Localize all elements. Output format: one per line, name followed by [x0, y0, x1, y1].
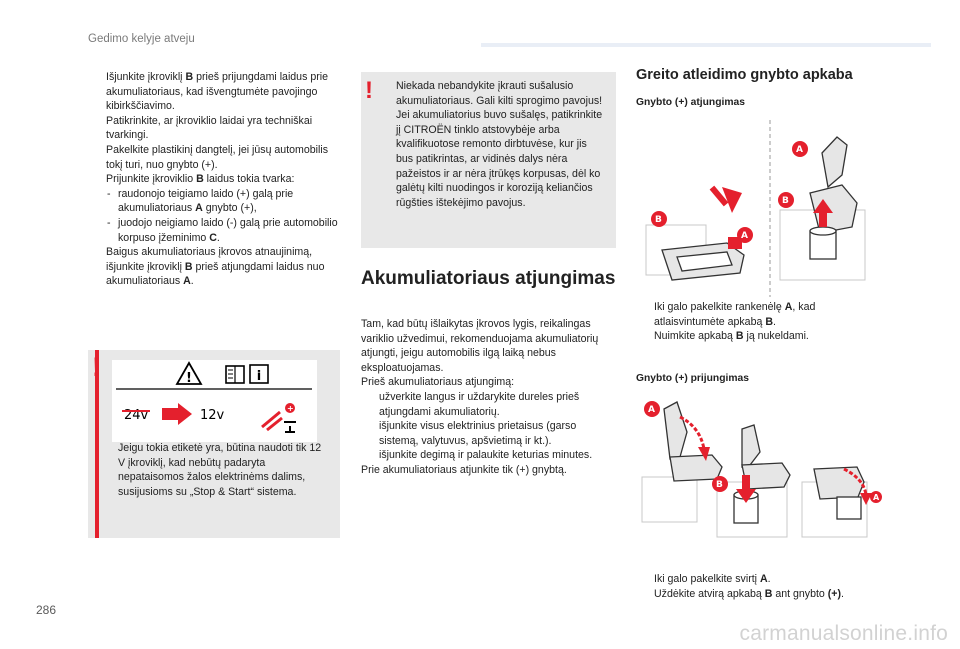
charger-clamps-icon: [262, 403, 296, 432]
list-item: išjunkite degimą ir palaukite keturias minutes.: [379, 449, 593, 462]
warning-icon: !: [92, 352, 101, 382]
clamp-section-title: Greito atleidimo gnybto apkaba: [636, 67, 853, 83]
connect-steps: [636, 572, 886, 601]
arrow-right-icon: [162, 403, 192, 425]
disconnect-steps: [636, 300, 886, 344]
svg-text:!: !: [186, 371, 192, 386]
outro-paragraph: Prie akumuliatoriaus atjunkite tik (+) gnybtą.: [361, 463, 567, 476]
svg-text:B: B: [782, 196, 789, 206]
svg-text:B: B: [655, 215, 662, 225]
list-item: Iki galo pakelkite rankenėlę A, kad atlaisvintumėte apkabą B.: [654, 301, 816, 328]
page-number: 286: [36, 603, 57, 617]
list-item: Pakelkite plastikinį dangtelį, jei jūsų automobilis tokį turi, nuo gnybto (+).: [106, 143, 328, 171]
list-item: išjunkite visus elektrinius prietaisus (garso sistemą, valytuvus, apšvietimą ir kt.).: [379, 420, 577, 447]
svg-text:12v: 12v: [200, 408, 225, 423]
connect-subtitle: Gnybto (+) prijungimas: [636, 373, 749, 384]
warning-box: [88, 350, 340, 538]
danger-box: [361, 72, 616, 248]
list-item: Uždėkite atvirą apkabą B ant gnybto (+).: [654, 587, 844, 600]
svg-text:+: +: [287, 404, 294, 413]
danger-text: Niekada nebandykite įkrauti sušalusio akumuliatoriaus. Gali kilti sprogimo pavojus! Jei akumuliatorius buvo sušalęs, patikrinkite jį CITROËN tinklo atstovybėje arba kvalifikuotose remonto dirbtuvėse, kur jis bus patikrintas, ar vidinės dalys nėra pažeistos ir ar nėra įtrūkęs korpusas, dėl ko galėtų kilti nuodingos ir koroziją keliančios rūgšties ištekėjimo pavojus.: [396, 80, 603, 209]
svg-text:24v: 24v: [124, 408, 149, 423]
before-label: Prieš akumuliatoriaus atjungimą:: [361, 376, 515, 389]
watermark: carmanualsonline.info: [739, 622, 948, 645]
disconnect-instructions: [361, 317, 616, 478]
battery-label-image: [112, 360, 317, 442]
list-item: Baigus akumuliatoriaus įkrovos atnaujinimą, išjunkite įkroviklį B prieš atjungdami laidus nuo akumuliatoriaus A.: [106, 246, 325, 288]
list-item: Prijunkite įkroviklio B laidus tokia tvarka:: [106, 173, 295, 186]
warning-text: Jeigu tokia etiketė yra, būtina naudoti tik 12 V įkroviklį, kad nebūtų padaryta nepataisomos žalos elektrinėms dalims, susijusioms su „Stop & Start“ sistema.: [118, 442, 322, 498]
svg-text:i: i: [256, 369, 262, 384]
svg-text:A: A: [648, 405, 655, 415]
danger-icon: !: [365, 77, 373, 104]
list-item: Nuimkite apkabą B ją nukeldami.: [654, 330, 809, 343]
sub-list-item: - raudonojo teigiamo laido (+) galą prie akumuliatoriaus A gnybto (+),: [107, 187, 294, 215]
clamp-connect-diagram: [632, 387, 882, 562]
list-item: Išjunkite įkroviklį B prieš prijungdami laidus prie akumuliatoriaus, kad išvengtumėte pavojingo kibirkščiavimo.: [106, 71, 328, 113]
svg-text:B: B: [716, 480, 723, 490]
list-item: Patikrinkite, ar įkroviklio laidai yra techniškai tvarkingi.: [106, 114, 313, 142]
section-title: Akumuliatoriaus atjungimas: [361, 268, 616, 289]
svg-text:A: A: [873, 493, 880, 502]
svg-text:A: A: [741, 231, 748, 241]
section-header-title: Gedimo kelyje atveju: [88, 33, 195, 45]
intro-paragraph: Tam, kad būtų išlaikytas įkrovos lygis, reikalingas variklio užvedimui, rekomenduojama akumuliatorių atjungti, jeigu automobilis ilgą laiką nebus eksploatuojamas.: [361, 318, 599, 374]
clamp-disconnect-diagram: [632, 115, 882, 300]
svg-text:A: A: [796, 145, 803, 155]
header-bar: [481, 43, 931, 47]
sub-list-item: - juodojo neigiamo laido (-) galą prie automobilio korpuso įžeminimo C.: [107, 216, 338, 244]
list-item: užverkite langus ir uždarykite dureles prieš atjungdami akumuliatorių.: [379, 390, 580, 418]
disconnect-subtitle: Gnybto (+) atjungimas: [636, 97, 745, 108]
charger-instructions: [88, 70, 343, 289]
list-item: Iki galo pakelkite svirtį A.: [654, 573, 771, 585]
